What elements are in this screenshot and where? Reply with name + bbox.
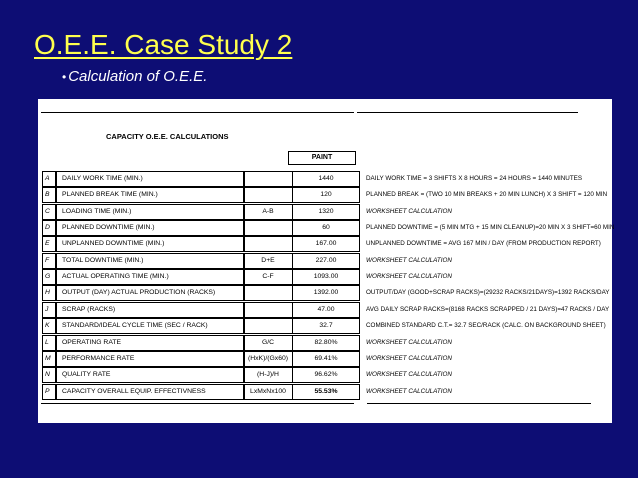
table-caption: CAPACITY O.E.E. CALCULATIONS (106, 132, 229, 141)
row-note: WORKSHEET CALCULATION (366, 207, 452, 215)
row-note: WORKSHEET CALCULATION (366, 273, 452, 281)
row-value: 55.53% (292, 384, 360, 400)
row-id: M (42, 351, 57, 367)
row-note: WORKSHEET CALCULATION (366, 387, 452, 395)
row-id: L (42, 335, 57, 351)
row-name: TOTAL DOWNTIME (MIN.) (55, 253, 245, 269)
row-formula: A-B (243, 204, 293, 220)
row-name: STANDARD/IDEAL CYCLE TIME (SEC / RACK) (55, 318, 245, 334)
row-value: 96.62% (292, 367, 360, 383)
row-note: UNPLANNED DOWNTIME = AVG 167 MIN / DAY (FROM PRODUCTION REPORT) (366, 240, 601, 248)
row-name: ACTUAL OPERATING TIME (MIN.) (55, 269, 245, 285)
row-note: WORKSHEET CALCULATION (366, 338, 452, 346)
row-note: PLANNED BREAK = (TWO 10 MIN BREAKS + 20 MIN LUNCH) X 3 SHIFT = 120 MIN (366, 191, 608, 199)
row-note: DAILY WORK TIME = 3 SHIFTS X 8 HOURS = 24 HOURS = 1440 MINUTES (366, 175, 583, 182)
row-note: OUTPUT/DAY (GOOD+SCRAP RACKS)=(29232 RACKS/21DAYS)=1392 RACKS/DAY (366, 289, 610, 297)
row-formula (243, 285, 293, 301)
row-formula (243, 318, 293, 334)
bullet-icon: • (62, 70, 67, 84)
row-id: N (42, 367, 57, 383)
row-name: QUALITY RATE (55, 367, 245, 383)
row-name: CAPACITY OVERALL EQUIP. EFFECTIVNESS (55, 384, 245, 400)
row-name: LOADING TIME (MIN.) (55, 204, 245, 220)
row-id: D (42, 220, 57, 236)
row-name: PERFORMANCE RATE (55, 351, 245, 367)
row-id: J (42, 302, 57, 318)
row-value: 82.80% (292, 335, 360, 351)
row-value: 60 (292, 220, 360, 236)
row-name: PLANNED BREAK TIME (MIN.) (55, 187, 245, 203)
row-id: C (42, 204, 57, 220)
row-formula: D+E (243, 253, 293, 269)
row-name: OUTPUT (DAY) ACTUAL PRODUCTION (RACKS) (55, 285, 245, 301)
row-formula (243, 171, 293, 187)
row-value: 1093.00 (292, 269, 360, 285)
row-value: 32.7 (292, 318, 360, 334)
row-value: 1440 (292, 171, 360, 187)
row-note: WORKSHEET CALCULATION (366, 371, 452, 379)
top-rule-right (357, 112, 578, 113)
row-formula (243, 187, 293, 203)
row-name: PLANNED DOWNTIME (MIN.) (55, 220, 245, 236)
row-value: 120 (292, 187, 360, 203)
row-value: 227.00 (292, 253, 360, 269)
row-id: B (42, 187, 57, 203)
row-note: COMBINED STANDARD C.T.= 32.7 SEC/RACK (CALC. ON BACKGROUND SHEET) (366, 322, 606, 330)
row-value: 167.00 (292, 236, 360, 252)
row-note: WORKSHEET CALCULATION (366, 354, 452, 362)
row-formula (243, 302, 293, 318)
row-formula: (HxK)/(Gx60) (243, 351, 293, 367)
row-id: G (42, 269, 57, 285)
row-id: P (42, 384, 57, 400)
row-formula (243, 220, 293, 236)
row-formula: LxMxNx100 (243, 384, 293, 400)
bottom-rule-right (367, 403, 591, 404)
bottom-rule-left (41, 403, 354, 404)
row-name: OPERATING RATE (55, 335, 245, 351)
row-note: WORKSHEET CALCULATION (366, 256, 452, 264)
row-name: UNPLANNED DOWNTIME (MIN.) (55, 236, 245, 252)
row-formula: (H-J)/H (243, 367, 293, 383)
paint-column-header: PAINT (288, 151, 356, 165)
row-value: 1320 (292, 204, 360, 220)
slide-subtitle (62, 68, 207, 85)
row-note: PLANNED DOWNTIME = (5 MIN MTG + 15 MIN CLEANUP)=20 MIN X 3 SHIFT=60 MIN (366, 224, 615, 232)
slide-title: O.E.E. Case Study 2 (34, 29, 293, 60)
oee-table-panel (38, 99, 615, 423)
row-formula (243, 236, 293, 252)
row-value: 69.41% (292, 351, 360, 367)
row-value: 47.00 (292, 302, 360, 318)
top-rule-left (41, 112, 354, 113)
subtitle-text: Calculation of O.E.E. (68, 68, 208, 85)
row-id: H (42, 285, 57, 301)
row-value: 1392.00 (292, 285, 360, 301)
row-name: DAILY WORK TIME (MIN.) (55, 171, 245, 187)
row-id: F (42, 253, 57, 269)
row-id: K (42, 318, 57, 334)
row-formula: C-F (243, 269, 293, 285)
row-formula: G/C (243, 335, 293, 351)
row-id: A (42, 171, 57, 187)
row-id: E (42, 236, 57, 252)
row-note: AVG DAILY SCRAP RACKS=(8168 RACKS SCRAPPED / 21 DAYS)=47 RACKS / DAY (366, 305, 610, 313)
row-name: SCRAP (RACKS) (55, 302, 245, 318)
